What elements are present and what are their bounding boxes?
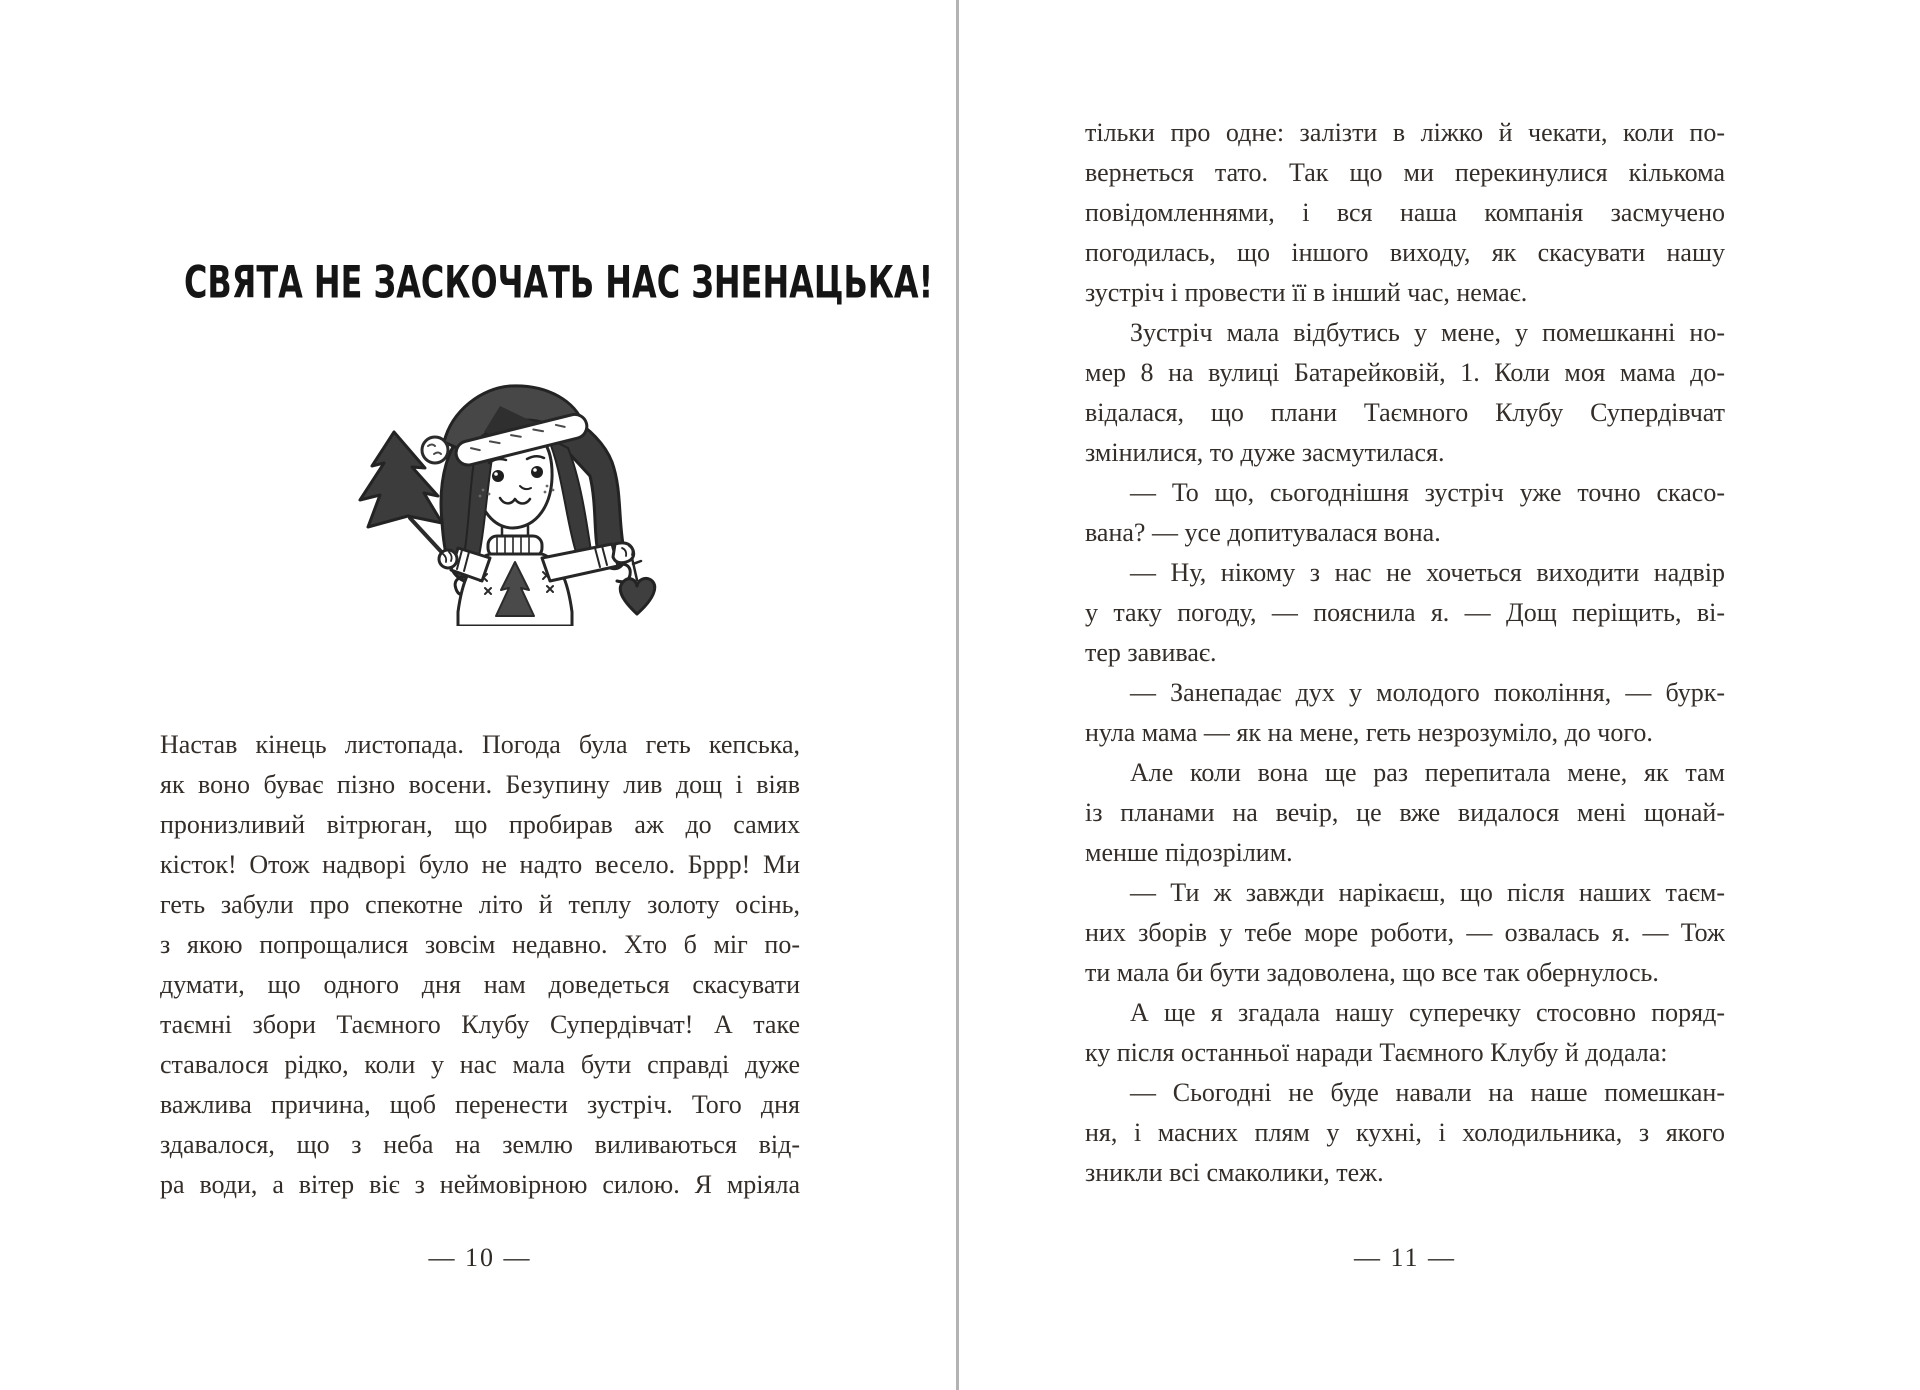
left-body-text [160,725,800,1205]
text-line: зустріч і провести її в інший час, немає. [1085,278,1528,307]
text-line: геть забули про спекотне літо й теплу золоту осінь, [160,890,800,919]
left-eye [492,470,504,482]
page-right [958,0,1920,1390]
text-line: тер завиває. [1085,638,1217,667]
text-line: у таку погоду, — пояснила я. — Дощ періщить, ві- [1085,598,1725,627]
text-line: Але коли вона ще раз перепитала мене, як там [1130,758,1725,787]
heart-ornament [620,578,654,614]
text-line: вернеться тато. Так що ми перекинулися кількома [1085,158,1725,187]
right-hand [613,543,634,563]
text-line: пронизливий вітрюган, що пробирав аж до самих [160,810,800,839]
santa-hat-pompom [422,437,448,463]
text-line: як воно буває пізно восени. Безупину лив дощ і віяв [160,770,800,799]
text-line: них зборів у тебе море роботи, — озвалась я. — Тож [1085,918,1725,947]
chapter-title: СВЯТА НЕ ЗАСКОЧАТЬ НАС ЗНЕНАЦЬКА! [184,256,934,308]
chapter-illustration [350,380,682,626]
text-line: ра води, а вітер віє з неймовірною силою. Я мріяла [160,1170,800,1199]
text-line: менше підозрілим. [1085,838,1293,867]
text-line: змінилися, то дуже засмутилася. [1085,438,1445,467]
text-line: повідомленнями, і вся наша компанія засмучено [1085,198,1725,227]
text-line: — Ти ж завжди нарікаєш, що після наших таєм- [1130,878,1725,907]
text-line: мер 8 на вулиці Батарейковій, 1. Коли моя мама до- [1085,358,1725,387]
text-line: — Ну, нікому з нас не хочеться виходити надвір [1130,558,1725,587]
text-line: А ще я згадала нашу суперечку стосовно поряд- [1130,998,1725,1027]
right-page-number: — 11 — [1353,1243,1457,1272]
text-line: ставалося рідко, коли у нас мала бути справді дуже [160,1050,800,1079]
text-line: — Занепадає дух у молодого покоління, — бурк- [1130,678,1725,707]
left-hand [439,550,457,568]
page-left [0,0,956,1390]
text-line: думати, що одного дня нам доведеться скасувати [160,970,800,999]
left-page-number: — 10 — [428,1243,532,1272]
text-line: таємні збори Таємного Клубу Супердівчат! А таке [160,1010,800,1039]
right-body-text [1085,113,1725,1193]
right-eye [531,466,543,478]
text-line: ку після останньої наради Таємного Клубу й додала: [1085,1038,1668,1067]
text-line: з якою попрощалися зовсім недавно. Хто б міг по- [160,930,800,959]
text-line: — Сьогодні не буде навали на наше помешкан- [1130,1078,1725,1107]
text-line: ня, і масних плям у кухні, і холодильника, з якого [1085,1118,1725,1147]
text-line: здавалося, що з неба на землю виливаються від- [160,1130,800,1159]
text-line: відалася, що плани Таємного Клубу Супердівчат [1085,398,1725,427]
eye-glint [494,472,498,476]
text-line: із планами на вечір, це вже видалося мені щонай- [1085,798,1725,827]
text-line: вана? — усе допитувалася вона. [1085,518,1441,547]
ornament-string [632,558,641,580]
text-line: — То що, сьогоднішня зустріч уже точно скасо- [1130,478,1725,507]
text-line: Зустріч мала відбутись у мене, у помешканні но- [1130,318,1725,347]
girl-illustration [360,386,655,626]
text-line: кісток! Отож надворі було не надто весело. Бррр! Ми [160,850,800,879]
text-line: Настав кінець листопада. Погода була геть кепська, [160,730,800,759]
text-line: ти мала би бути задоволена, що все так обернулось. [1085,958,1659,987]
text-line: погодилась, що іншого виходу, як скасувати нашу [1085,238,1725,267]
text-line: нула мама — як на мене, геть незрозуміло, до чого. [1085,718,1653,747]
eye-glint [533,468,537,472]
text-line: тільки про одне: залізти в ліжко й чекати, коли по- [1085,118,1725,147]
text-line: зникли всі смаколики, теж. [1085,1158,1384,1187]
text-line: важлива причина, щоб перенести зустріч. Того дня [160,1090,800,1119]
